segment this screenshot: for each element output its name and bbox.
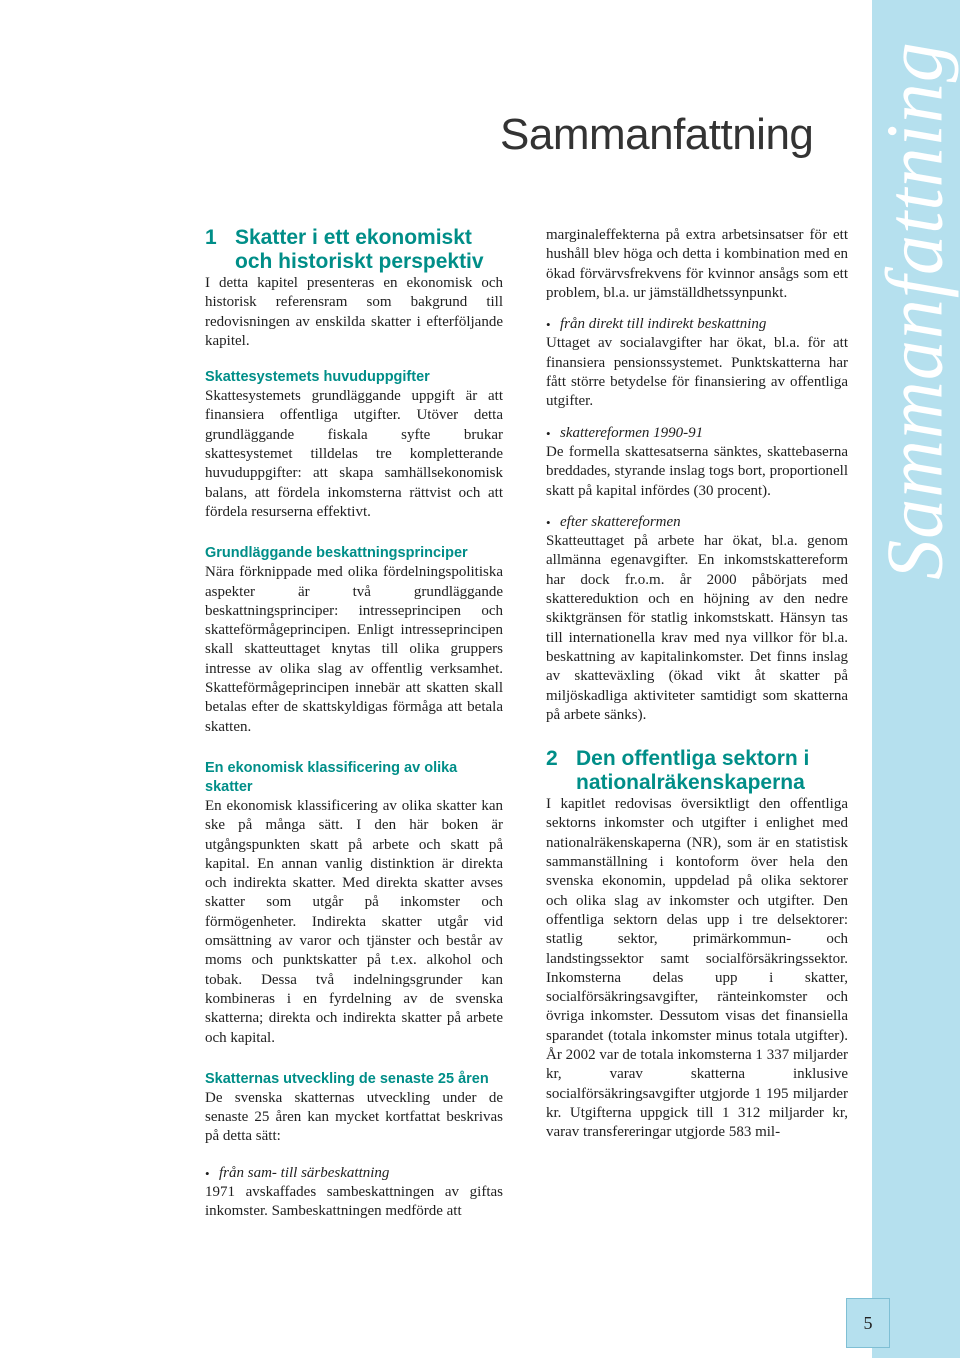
bullet-dot-icon: • [546, 317, 551, 333]
bullet-item [546, 424, 848, 443]
heading-huvuduppgifter: Skattesystemets huvuduppgifter [205, 369, 430, 386]
paragraph-huvuduppgifter: Skattesystemets grundläggande uppgift är att finansiera offentliga utgifter. Utöver detta grundläggande fiskala syfte brukar skattesystemet tilldelas tre kompletterande huvuduppgifter: att skapa samhällsekonomisk balans, att fördela inkomsterna rättvist och att fördela resurserna effektivt. [205, 388, 503, 520]
section-1-title: Skatter i ett ekonomiskt och historiskt perspektiv [235, 226, 484, 273]
section-2-title: Den offentliga sektorn i nationalräkenskaperna [576, 747, 810, 795]
section-2-number: 2 [546, 747, 558, 771]
bullet-item [546, 513, 848, 532]
heading-principer: Grundläggande beskattningsprinciper [205, 545, 468, 562]
bullet-item [546, 315, 848, 334]
bullet-dot-icon: • [205, 1165, 210, 1181]
bullet-text: 1971 avskaffades sambeskattningen av giftas inkomster. Sambeskattningen medförde att [205, 1183, 503, 1220]
paragraph-utveckling: De svenska skatternas utveckling under de senaste 25 åren kan mycket kortfattat beskrivas på detta sätt: [205, 1089, 503, 1145]
sidebar-title-text: Sammanfattning [871, 40, 960, 580]
section-2-heading [546, 747, 848, 795]
paragraph-section-2: I kapitlet redovisas översiktligt den offentliga sektorns inkomster och utgifter i enlighet med nationalräkenskaperna (NR), som är en statistisk sammanställning i kontoform över hela den svenska ekonomin, uppdelad på olika sektorer och olika slag av inkomster och utgifter. Den offentliga sektorn delas upp i tre delsektorer: statlig sektor, primärkommun- och landstingssektor samt socialförsäkringssektor. Inkomsterna delas upp i skatter, socialförsäkringsavgifter, ränteinkomster och övriga inkomster. Dessutom visas det finansiella sparandet (totala inkomster minus totala utgifter). År 2002 var de totala inkomsterna 1 337 miljarder kr, varav skatterna inklusive socialförsäkringsavgifter utgjorde 1 195 miljarder kr. Utgifterna uppgick till 1 312 miljarder kr, varav transfereringar utgjorde 583 mil- [546, 796, 848, 1141]
heading-klassificering: En ekonomisk klassificering av olika skatter [205, 759, 458, 795]
bullet-title: efter skattereformen [560, 513, 681, 530]
left-column [205, 226, 503, 1222]
intro-paragraph: I detta kapitel presenteras en ekonomisk och historisk referensram som bakgrund till redovisningen av enskilda skatter i efterföljande kapitel. [205, 275, 503, 349]
bullet-dot-icon: • [546, 514, 551, 530]
bullet-title: från sam- till särbeskattning [219, 1164, 390, 1181]
section-1-heading [205, 226, 503, 274]
section-1-number: 1 [205, 226, 217, 249]
bullet-text: De formella skattesatserna sänktes, skattebaserna breddades, styrande inslag togs bort, proportionell skatt på kapital infördes (30 procent). [546, 443, 848, 499]
bullet-item [205, 1164, 503, 1183]
sidebar-title [872, 0, 960, 620]
page-title: Sammanfattning [500, 110, 814, 159]
paragraph-continued: marginaleffekterna på extra arbetsinsatser för ett hushåll blev höga och detta i kombination med en ökad förvärvsfrekvens för kvinnor ansågs som ett problem, bl.a. ur jämställdhetssynpunkt. [546, 227, 848, 301]
paragraph-klassificering: En ekonomisk klassificering av olika skatter kan ske på många sätt. I den här boken är utgångspunkten skatt på arbete och skatt på kapital. En annan vanlig distinktion är direkta och indirekta skatter. Med direkta skatter avses skatter som utgår på inkomster och förmögenheter. Indirekta skatter utgår vid omsättning av varor och tjänster och består av moms och punktskatter på t.ex. alkohol och tobak. Dessa två indelningsgrunder kan kombineras i en fyrdelning av de svenska skatterna; direkta och indirekta skatter på arbete och kapital. [205, 797, 503, 1046]
heading-utveckling: Skatternas utveckling de senaste 25 åren [205, 1070, 489, 1087]
bullet-title: från direkt till indirekt beskattning [560, 316, 767, 333]
bullet-title: skattereformen 1990-91 [560, 424, 704, 441]
page-number: 5 [846, 1298, 890, 1348]
right-column [546, 226, 848, 1142]
paragraph-principer: Nära förknippade med olika fördelningspolitiska aspekter är två grundläggande beskattningsprinciper: intresseprincipen och skatteförmågeprincipen. Enligt intresseprincipen skall skatteuttaget knytas till olika gruppers intresse av olika slag av offentlig verksamhet. Skatteförmågeprincipen innebär att skatten skall betalas efter de skattskyldigas förmåga att betala skatten. [205, 564, 503, 735]
bullet-text: Skatteuttaget på arbete har ökat, bl.a. genom allmänna egenavgifter. En inkomstskattereform har dock fr.o.m. år 2000 påbörjats med skattereduktion och en höjning av den nedre skiktgränsen för statlig inkomstskatt. Hänsyn tas till internationella krav med nya villkor för bl.a. beskattning av kapitalinkomster. Det finns inslag av skatteväxling (ökad vikt åt skatter på miljöskadliga aktiviteter samtidigt som skatterna på arbete sänks). [546, 533, 848, 723]
bullet-text: Uttaget av socialavgifter har ökat, bl.a. för att finansiera pensionssystemet. Punktskatterna har fått större betydelse för finansiering av offentliga utgifter. [546, 335, 848, 410]
bullet-dot-icon: • [546, 425, 551, 441]
